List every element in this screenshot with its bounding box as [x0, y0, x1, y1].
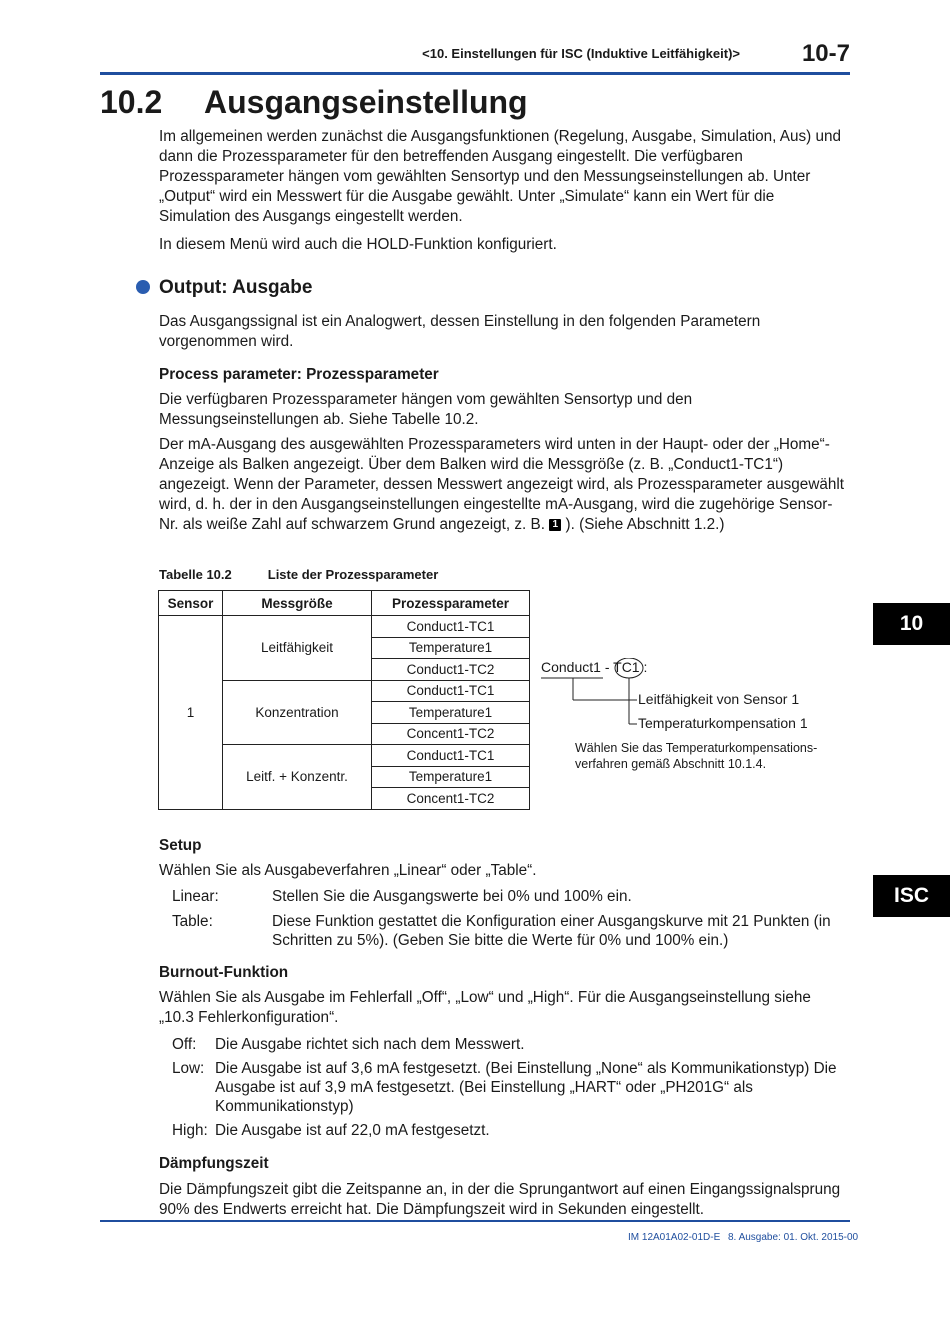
setup-term: Linear:	[172, 888, 219, 905]
process-paragraph-1	[159, 390, 849, 430]
burnout-term: Off:	[172, 1036, 197, 1053]
burnout-item-high	[172, 1121, 852, 1141]
diagram-label-1: Leitfähigkeit von Sensor 1	[638, 691, 800, 707]
intro-hold-paragraph	[159, 235, 849, 255]
burnout-text: Wählen Sie als Ausgabe im Fehlerfall „Off“, „Low“ und „High“. Für die Ausgangseinstellung siehe „10.3 Fehlerkonfiguration“.	[159, 989, 811, 1026]
table-cell-param: Temperature1	[372, 637, 530, 659]
process-heading: Process parameter: Prozessparameter	[159, 366, 439, 383]
table-cell-param: Conduct1-TC1	[372, 745, 530, 767]
damping-text: Die Dämpfungszeit gibt die Zeitspanne an, in der die Sprungantwort auf einen Eingangssignalsprung 90% des Endwerts erreicht hat. Die Dämpfungszeit wird in Sekunden eingestellt.	[159, 1181, 841, 1218]
chapter-header: <10. Einstellungen für ISC (Induktive Leitfähigkeit)>	[422, 46, 740, 61]
document-number: IM 12A01A02-01D-E	[628, 1232, 721, 1243]
table-cell-quantity: Konzentration	[223, 680, 372, 745]
table-cell-param: Concent1-TC2	[372, 723, 530, 745]
process-paragraph-2	[159, 435, 849, 535]
setup-term: Table:	[172, 913, 213, 930]
setup-paragraph	[159, 861, 849, 881]
edition-label: 8. Ausgabe: 01. Okt. 2015-00	[728, 1232, 859, 1243]
intro-text: Im allgemeinen werden zunächst die Ausgangsfunktionen (Regelung, Ausgabe, Simulation, Aus) und dann die Prozessparameter für den betreffenden Ausgang eingestellt. Die verfügbaren Prozessparameter hängen vom gewählten Sensortyp und den Messungseinstellungen ab. Unter „Output“ wird ein Messwert für die Ausgabe gewählt. Unter „Simulate“ kann ein Wert für die Simulation des Ausgangs eingestellt werden.	[159, 128, 842, 225]
setup-heading: Setup	[159, 837, 202, 854]
diagram-part2: TC1	[613, 659, 640, 675]
table-header-sensor: Sensor	[159, 591, 223, 616]
setup-item-table	[172, 912, 852, 952]
damping-heading: Dämpfungszeit	[159, 1155, 269, 1172]
burnout-desc: Die Ausgabe ist auf 22,0 mA festgesetzt.	[215, 1122, 490, 1139]
output-paragraph	[159, 312, 849, 352]
table-cell-param: Temperature1	[372, 766, 530, 788]
table-cell-quantity: Leitfähigkeit	[223, 616, 372, 681]
setup-text: Wählen Sie als Ausgabeverfahren „Linear“ oder „Table“.	[159, 862, 537, 879]
table-label: Tabelle 10.2	[159, 567, 232, 582]
burnout-paragraph	[159, 988, 849, 1028]
diagram-colon: :	[639, 659, 648, 675]
burnout-item-low	[172, 1059, 852, 1117]
table-header-row	[159, 591, 530, 616]
table-cell-sensor: 1	[159, 616, 223, 810]
burnout-term: Low:	[172, 1060, 205, 1077]
burnout-desc: Die Ausgabe richtet sich nach dem Messwert.	[215, 1036, 525, 1053]
table-row	[159, 616, 530, 638]
parameter-name-diagram	[541, 658, 851, 778]
diagram-note: Wählen Sie das Temperaturkompensations-verfahren gemäß Abschnitt 10.1.4.	[575, 741, 818, 771]
table-title: Liste der Prozessparameter	[267, 567, 439, 582]
table-cell-param: Temperature1	[372, 702, 530, 724]
sensor-number-icon: 1	[549, 519, 561, 531]
process-text-1: Die verfügbaren Prozessparameter hängen vom gewählten Sensortyp und den Messungseinstellungen ab. Siehe Tabelle 10.2.	[159, 391, 693, 428]
product-tab: ISC	[873, 875, 950, 917]
burnout-item-off	[172, 1035, 852, 1055]
output-heading: Output: Ausgabe	[159, 277, 313, 298]
section-title: Ausgangseinstellung	[204, 84, 528, 120]
table-cell-quantity: Leitf. + Konzentr.	[223, 745, 372, 810]
diagram-part1: Conduct1	[541, 659, 601, 675]
table-cell-param: Conduct1-TC1	[372, 680, 530, 702]
diagram-label	[541, 659, 647, 675]
process-parameter-table	[158, 590, 530, 810]
process-text-2b: ). (Siehe Abschnitt 1.2.)	[561, 516, 725, 533]
output-text: Das Ausgangssignal ist ein Analogwert, dessen Einstellung in den folgenden Parametern vorgenommen wird.	[159, 313, 761, 350]
burnout-desc: Die Ausgabe ist auf 3,6 mA festgesetzt. (Bei Einstellung „None“ als Kommunikationstyp) Die Ausgabe ist auf 3,9 mA festgesetzt. (Bei Einstellung „HART“ oder „PH201G“ als Kommunikationstyp)	[215, 1060, 837, 1115]
table-caption	[159, 567, 474, 582]
diagram-sep: -	[600, 659, 614, 675]
header-divider	[100, 72, 850, 75]
page-number: 10-7	[801, 40, 850, 67]
table-header-parameter: Prozessparameter	[372, 591, 530, 616]
table-cell-param: Concent1-TC2	[372, 788, 530, 810]
process-text-2	[159, 435, 849, 535]
setup-desc: Diese Funktion gestattet die Konfiguration einer Ausgangskurve mit 21 Punkten (in Schritten zu 5%). (Geben Sie bitte die Werte für 0% und 100% ein.)	[272, 913, 831, 949]
section-number: 10.2	[100, 84, 163, 120]
table-cell-param: Conduct1-TC1	[372, 616, 530, 638]
footer-divider	[100, 1220, 850, 1222]
table-cell-param: Conduct1-TC2	[372, 659, 530, 681]
setup-item-linear	[172, 887, 852, 907]
setup-desc: Stellen Sie die Ausgangswerte bei 0% und 100% ein.	[272, 888, 632, 905]
bullet-icon	[136, 280, 150, 294]
intro-hold-text: In diesem Menü wird auch die HOLD-Funktion konfiguriert.	[159, 236, 557, 253]
intro-paragraph	[159, 127, 849, 227]
table-header-quantity: Messgröße	[223, 591, 372, 616]
chapter-tab: 10	[873, 603, 950, 645]
burnout-heading: Burnout-Funktion	[159, 964, 289, 981]
diagram-label-2: Temperaturkompensation 1	[638, 715, 808, 731]
process-text-2a: Der mA-Ausgang des ausgewählten Prozessparameters wird unten in der Haupt- oder der „Home“-Anzeige als Balken angezeigt. Über dem Balken wird die Messgröße (z. B. „Conduct1-TC1“) angezeigt. Wenn der Parameter, dessen Messwert angezeigt wird, als Prozessparameter ausgewählt wird, d. h. der in den Ausgangseinstellungen eingestellte mA-Ausgang, wird die zugehörige Sensor-Nr. als weiße Zahl auf schwarzem Grund angezeigt, z. B.	[159, 436, 845, 533]
burnout-term: High:	[172, 1122, 208, 1139]
damping-paragraph	[159, 1180, 849, 1220]
